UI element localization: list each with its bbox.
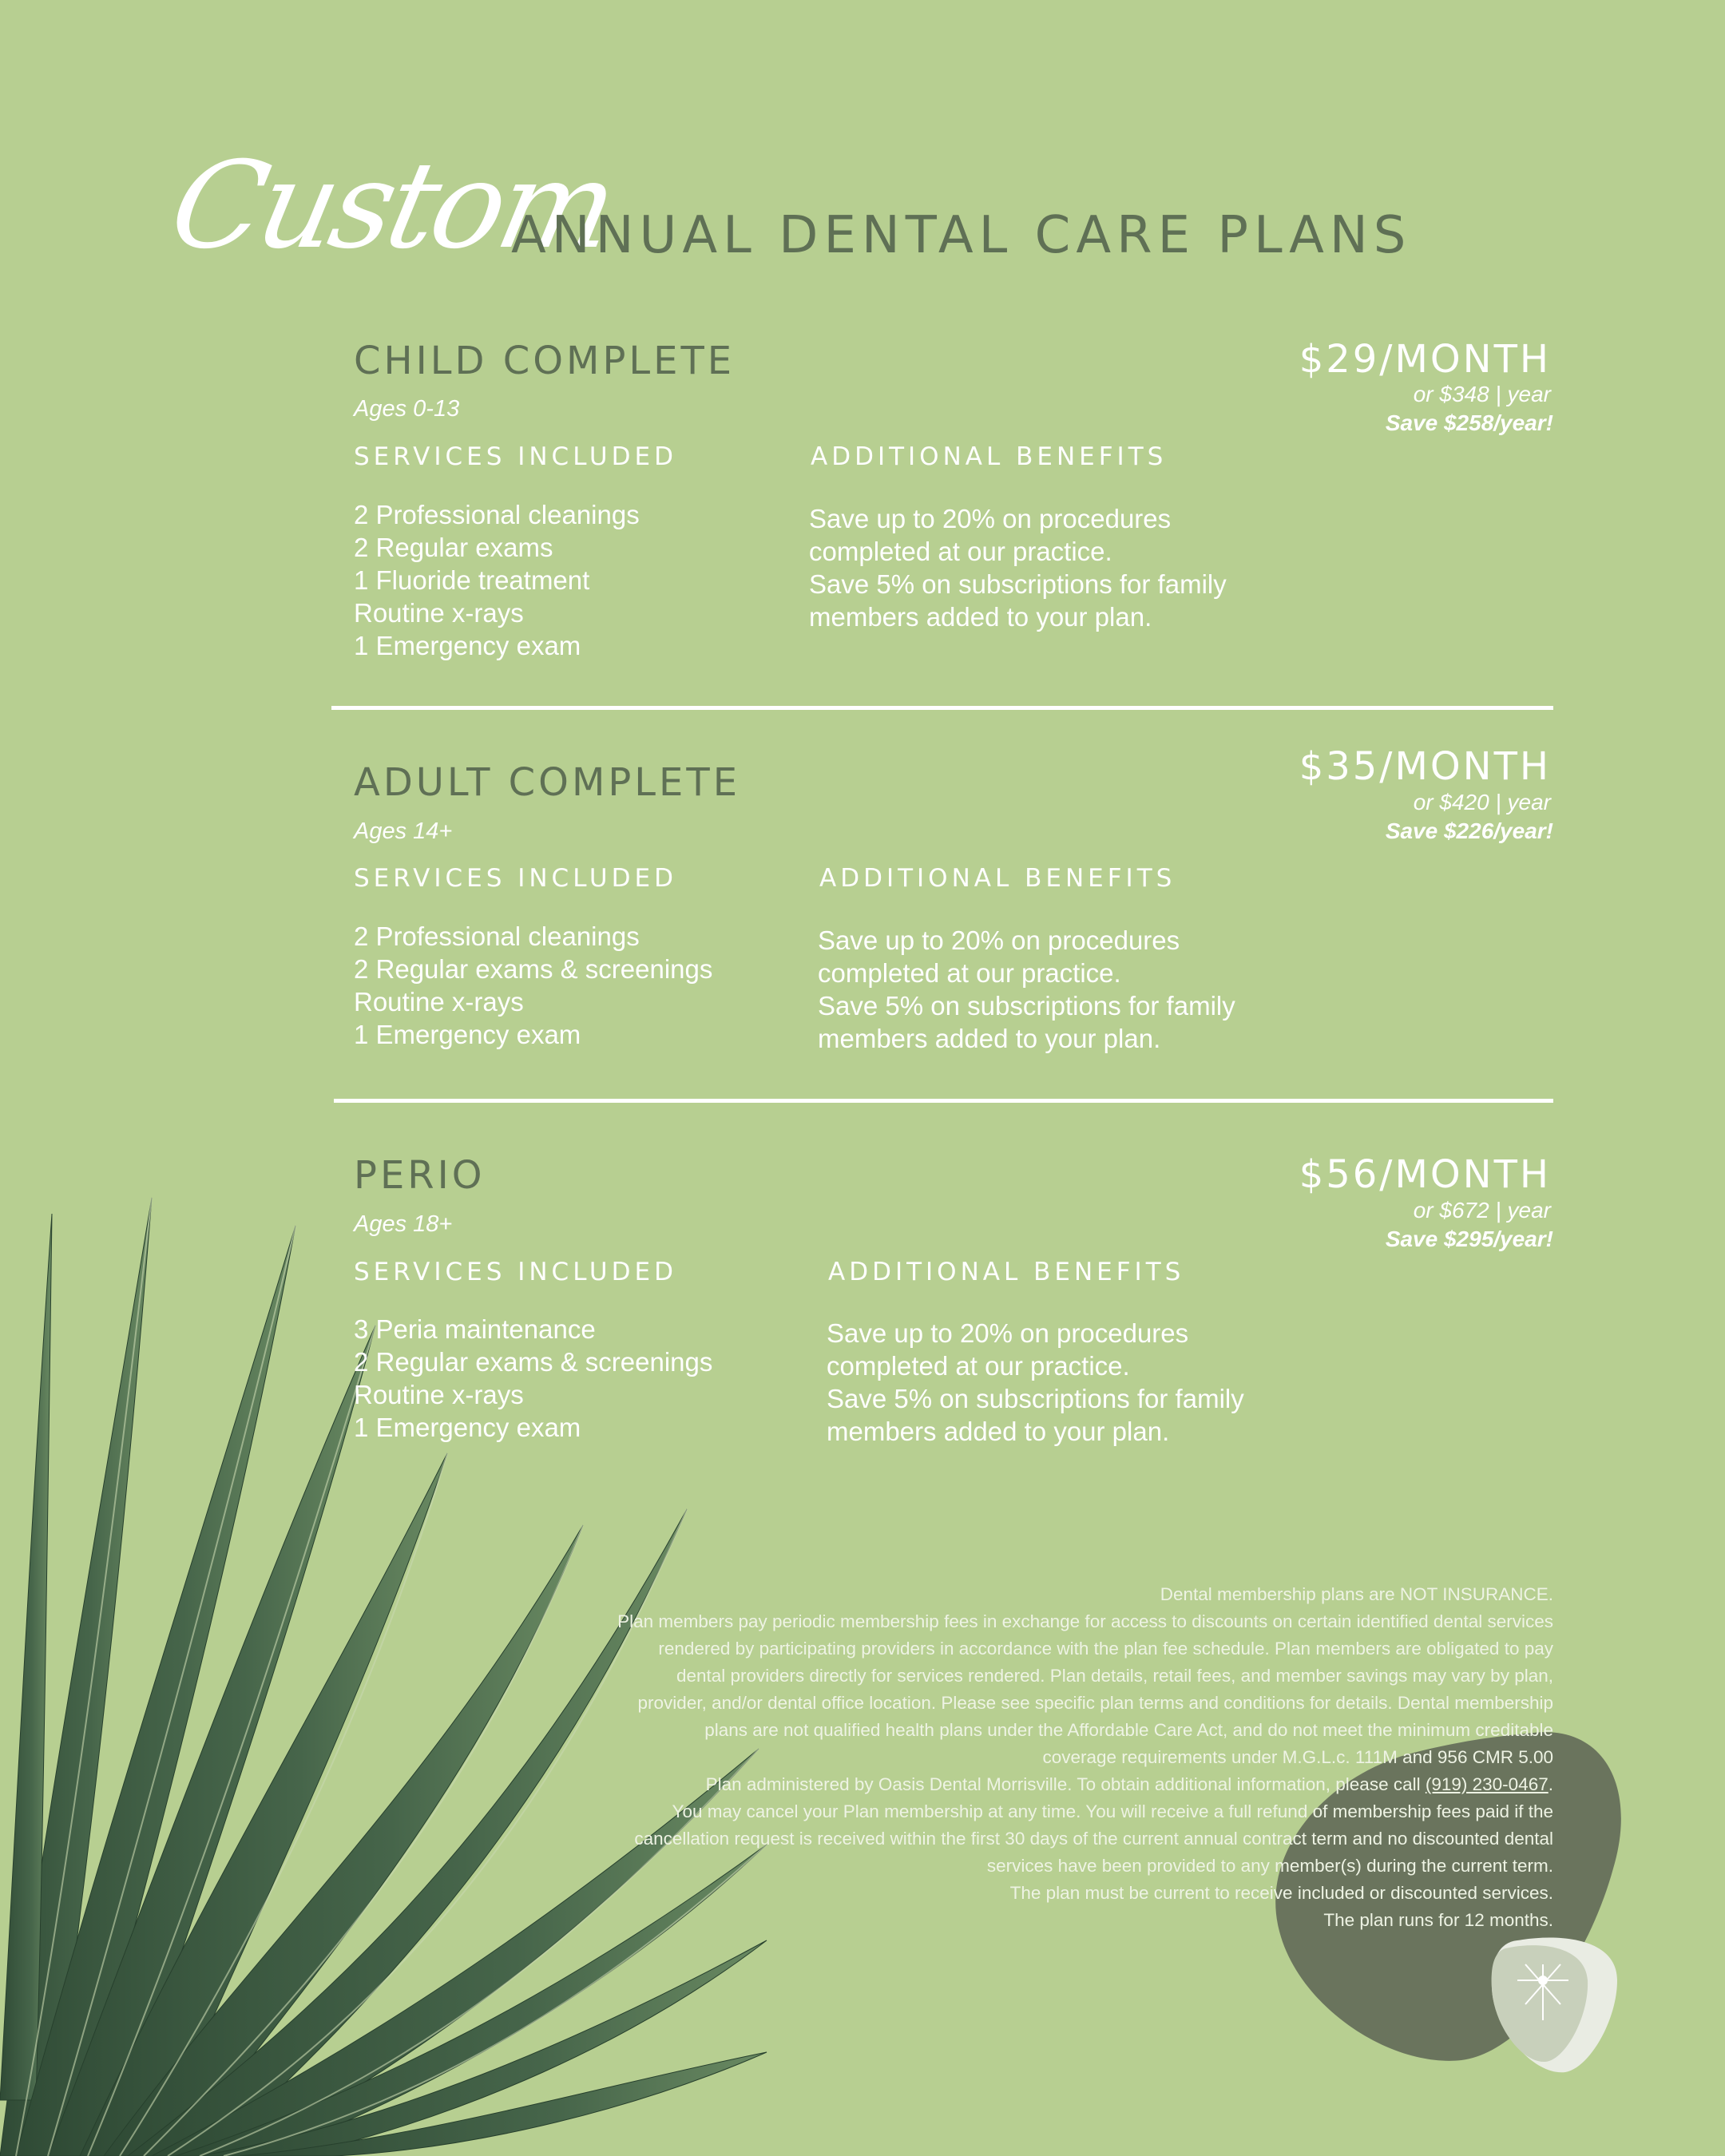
benefits-heading-perio: ADDITIONAL BENEFITS [828, 1258, 1185, 1286]
admin-suffix: . [1548, 1774, 1553, 1794]
disclaimer-line: coverage requirements under M.G.L.c. 111M and 956 CMR 5.00 [1042, 1747, 1553, 1767]
disclaimer-admin-line [515, 1771, 1553, 1798]
list-item: 1 Emergency exam [354, 1020, 581, 1049]
list-item: Routine x-rays [354, 1380, 524, 1409]
plan-name-perio: PERIO [354, 1153, 486, 1198]
list-item: completed at our practice. [818, 958, 1121, 988]
tooth-logo-icon [1485, 1932, 1621, 2076]
list-item: Save 5% on subscriptions for family [809, 569, 1227, 599]
divider [331, 706, 1553, 710]
plan-name-adult: ADULT COMPLETE [354, 760, 741, 805]
list-item: completed at our practice. [827, 1351, 1130, 1381]
list-item: Save up to 20% on procedures [827, 1318, 1189, 1348]
plan-ages-child: Ages 0-13 [354, 396, 460, 422]
list-item: Save 5% on subscriptions for family [827, 1384, 1244, 1413]
disclaimer [515, 1581, 1553, 1934]
disclaimer-line: The plan runs for 12 months. [1323, 1910, 1553, 1930]
plan-price-perio: $56/MONTH [1299, 1152, 1551, 1197]
benefits-heading-adult: ADDITIONAL BENEFITS [819, 864, 1176, 893]
list-item: Routine x-rays [354, 987, 524, 1017]
list-item: 2 Regular exams & screenings [354, 954, 713, 984]
plan-name-child: CHILD COMPLETE [354, 339, 736, 383]
list-item: 1 Emergency exam [354, 1413, 581, 1442]
plan-price-child: $29/MONTH [1299, 337, 1551, 382]
list-item: 2 Professional cleanings [354, 500, 640, 529]
plan-yearly-perio: or $672 | year [1413, 1198, 1551, 1223]
list-item: 2 Regular exams [354, 533, 553, 562]
disclaimer-line: provider, and/or dental office location. Please see specific plan terms and conditions for details. Dental membership [637, 1693, 1553, 1713]
benefits-list-adult [818, 924, 1235, 1055]
disclaimer-line: You may cancel your Plan membership at any time. You will receive a full refund of membership fees paid if the [672, 1801, 1553, 1821]
services-heading-adult: SERVICES INCLUDED [354, 864, 677, 893]
disclaimer-line: services have been provided to any member(s) during the current term. [986, 1856, 1553, 1876]
disclaimer-line: dental providers directly for services rendered. Plan details, retail fees, and member savings may vary by plan, [676, 1666, 1553, 1686]
plan-savings-child: Save $258/year! [1385, 410, 1553, 435]
title-script-word: Custom [159, 137, 625, 275]
phone-link[interactable]: (919) 230-0467 [1425, 1774, 1549, 1794]
plan-yearly-adult: or $420 | year [1413, 790, 1551, 814]
services-heading-child: SERVICES INCLUDED [354, 442, 677, 471]
admin-text: Plan administered by Oasis Dental Morrisville. To obtain additional information, please call [705, 1774, 1426, 1794]
list-item: Routine x-rays [354, 598, 524, 628]
plan-savings-perio: Save $295/year! [1385, 1227, 1553, 1251]
plan-yearly-child: or $348 | year [1413, 382, 1551, 406]
disclaimer-line: The plan must be current to receive included or discounted services. [1009, 1883, 1553, 1903]
list-item: 1 Emergency exam [354, 631, 581, 660]
list-item: Save up to 20% on procedures [818, 925, 1180, 955]
disclaimer-line: cancellation request is received within the first 30 days of the current annual contract term and no discounted dental [634, 1829, 1553, 1849]
services-list-adult [354, 920, 712, 1051]
list-item: members added to your plan. [827, 1417, 1170, 1446]
benefits-list-perio [827, 1317, 1244, 1448]
list-item: members added to your plan. [818, 1024, 1161, 1053]
services-heading-perio: SERVICES INCLUDED [354, 1258, 677, 1286]
plan-price-adult: $35/MONTH [1299, 744, 1551, 789]
divider [334, 1099, 1553, 1103]
list-item: Save up to 20% on procedures [809, 504, 1172, 533]
disclaimer-line: Plan members pay periodic membership fees in exchange for access to discounts on certain identified dental services [617, 1611, 1553, 1631]
services-list-child [354, 498, 640, 662]
plan-savings-adult: Save $226/year! [1385, 818, 1553, 843]
benefits-heading-child: ADDITIONAL BENEFITS [811, 442, 1168, 471]
plan-ages-perio: Ages 18+ [354, 1211, 453, 1237]
plan-ages-adult: Ages 14+ [354, 818, 453, 844]
list-item: 2 Regular exams & screenings [354, 1347, 713, 1377]
benefits-list-child [809, 502, 1227, 633]
list-item: 3 Peria maintenance [354, 1314, 596, 1344]
disclaimer-line: Dental membership plans are NOT INSURANCE. [1160, 1584, 1553, 1604]
disclaimer-line: rendered by participating providers in accordance with the plan fee schedule. Plan members are obligated to pay [658, 1639, 1553, 1659]
services-list-perio [354, 1313, 712, 1444]
list-item: Save 5% on subscriptions for family [818, 991, 1235, 1021]
list-item: 2 Professional cleanings [354, 921, 640, 951]
page-title: ANNUAL DENTAL CARE PLANS [511, 206, 1412, 265]
list-item: members added to your plan. [809, 602, 1152, 632]
disclaimer-line: plans are not qualified health plans under the Affordable Care Act, and do not meet the minimum creditable [704, 1720, 1553, 1740]
list-item: completed at our practice. [809, 537, 1112, 566]
list-item: 1 Fluoride treatment [354, 565, 590, 595]
